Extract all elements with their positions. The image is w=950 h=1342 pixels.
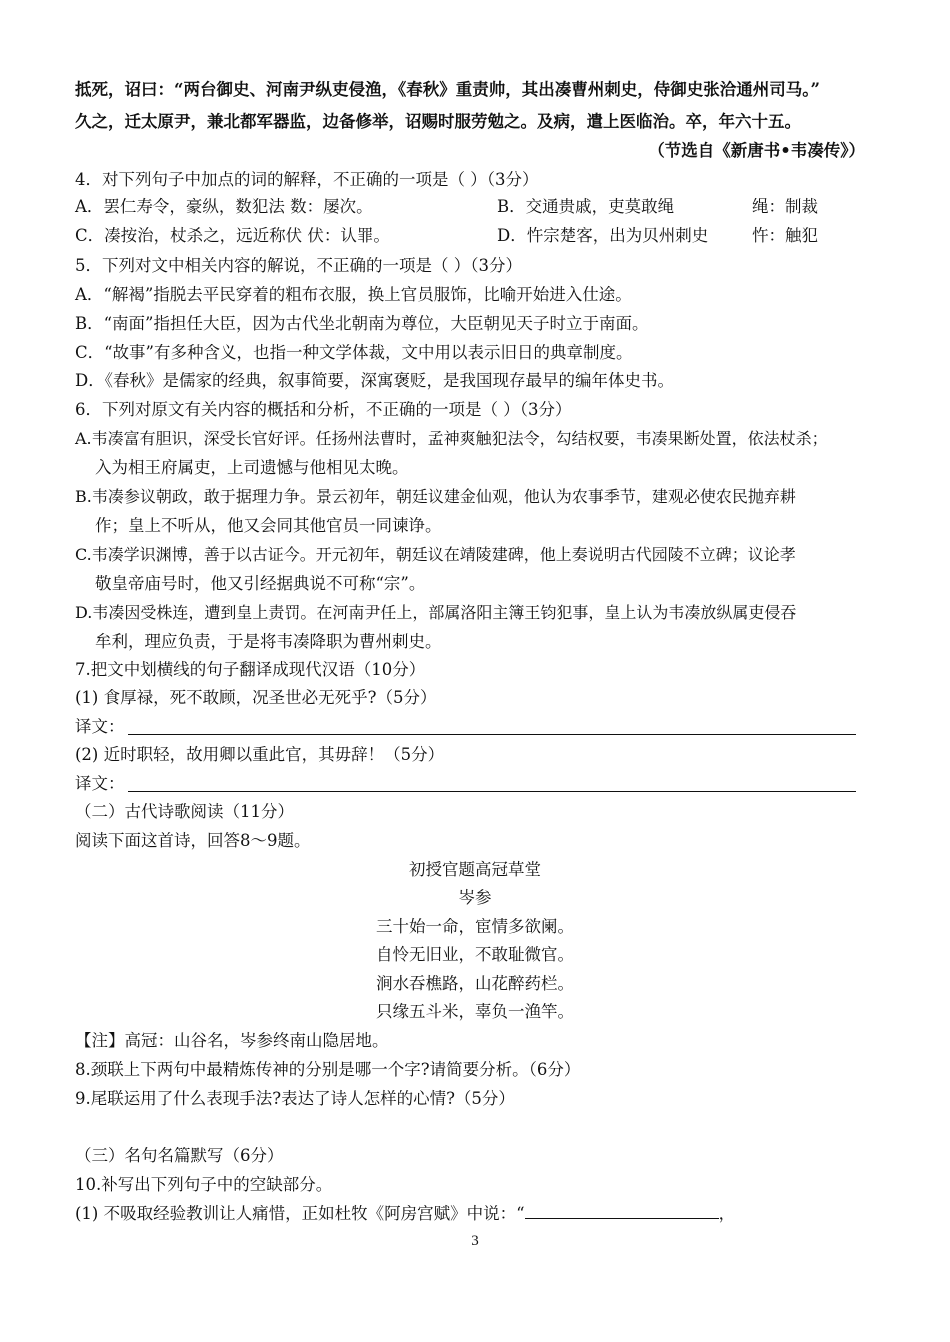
q8-stem: 8.颈联上下两句中最精炼传神的分别是哪一个字?请简要分析。（6分）: [75, 1060, 581, 1079]
passage-line-1: 抵死，诏曰：“两台御史、河南尹纵吏侵渔，《春秋》重责帅，其出凑曹州刺史，侍御史张洽通州司马。”: [75, 80, 820, 99]
q6-option-d-line1: D.韦凑因受株连，遭到皇上责罚。在河南尹任上，部属洛阳主簿王钧犯事，皇上认为韦凑放纵属吏侵吞: [75, 603, 797, 622]
q10-stem: 10.补写出下列句子中的空缺部分。: [75, 1175, 333, 1194]
q7-answer-line-2[interactable]: [128, 774, 856, 792]
section2-heading: （二）古代诗歌阅读（11分）: [75, 802, 294, 821]
q6-option-d-line2: 牟利，理应负责，于是将韦凑降职为曹州刺史。: [95, 632, 442, 651]
section3-heading: （三）名句名篇默写（6分）: [75, 1146, 284, 1165]
q6-option-c-line1: C.韦凑学识渊博，善于以古证今。开元初年，朝廷议在靖陵建碑，他上奏说明古代园陵不立碑；议论孝: [75, 545, 796, 564]
q7-sentence-2: (2) 近时职轻，故用卿以重此官，其毋辞！（5分）: [75, 745, 445, 764]
page-number: 3: [471, 1233, 479, 1249]
q10-item-1-blank[interactable]: [525, 1204, 719, 1219]
q10-item-1: [75, 1204, 735, 1224]
poem-line-1: 三十始一命，宦情多欲阑。: [376, 917, 574, 936]
q6-stem: 6．下列对原文有关内容的概括和分析，不正确的一项是（ ）（3分）: [75, 400, 572, 419]
q10-item-1-prefix: (1) 不吸取经验教训让人痛惜，正如杜牧《阿房宫赋》中说：“: [75, 1204, 525, 1223]
passage-line-2: 久之，迁太原尹，兼北都军器监，边备修举，诏赐时服劳勉之。及病，遣上医临治。卒，年六十五。: [75, 112, 801, 131]
poem-author: 岑参: [458, 888, 492, 907]
q4-stem: 4．对下列句子中加点的词的解释，不正确的一项是（ ）（3分）: [75, 170, 539, 189]
q6-option-a-line1: A.韦凑富有胆识，深受长官好评。任扬州法曹时，孟神爽触犯法令，勾结权要，韦凑果断处置，依法杖杀；: [75, 429, 828, 448]
q7-answer-label-2: 译文：: [75, 774, 125, 793]
poem-note: 【注】高冠：山谷名，岑参终南山隐居地。: [75, 1031, 389, 1050]
q4-option-b-note: 绳：制裁: [752, 197, 818, 216]
q5-stem: 5．下列对文中相关内容的解说，不正确的一项是（ ）（3分）: [75, 256, 522, 275]
section2-intro: 阅读下面这首诗，回答8～9题。: [75, 831, 311, 850]
q7-stem: 7.把文中划横线的句子翻译成现代汉语（10分）: [75, 660, 426, 679]
q4-option-d: D．忤宗楚客，出为贝州刺史: [497, 226, 709, 245]
q4-option-d-note: 忤：触犯: [752, 226, 818, 245]
q7-answer-label-1: 译文：: [75, 717, 125, 736]
q6-option-a-line2: 入为相王府属吏，上司遗憾与他相见太晚。: [95, 458, 409, 477]
passage-source: （节选自《新唐书•韦凑传》）: [648, 141, 865, 160]
q5-option-d: D．《春秋》是儒家的经典，叙事简要，深寓褒贬，是我国现存最早的编年体史书。: [75, 371, 674, 390]
q5-option-a: A．“解褐”指脱去平民穿着的粗布衣服，换上官员服饰，比喻开始进入仕途。: [75, 285, 632, 304]
poem-line-3: 涧水吞樵路，山花醉药栏。: [376, 974, 574, 993]
q7-sentence-1: (1) 食厚禄，死不敢顾，况圣世必无死乎?（5分）: [75, 688, 437, 707]
q4-option-c: C．凑按治，杖杀之，远近称伏 伏：认罪。: [75, 226, 390, 245]
poem-line-2: 自怜无旧业，不敢耻微官。: [376, 945, 574, 964]
poem-line-4: 只缘五斗米，辜负一渔竿。: [376, 1002, 574, 1021]
q4-option-b: B．交通贵戚，吏莫敢绳: [497, 197, 675, 216]
q10-item-1-suffix: ，: [718, 1204, 736, 1223]
q6-option-b-line1: B.韦凑参议朝政，敢于据理力争。景云初年，朝廷议建金仙观，他认为农事季节，建观必使农民抛弃耕: [75, 487, 796, 506]
q7-answer-line-1[interactable]: [128, 717, 856, 735]
q5-option-c: C．“故事”有多种含义，也指一种文学体裁，文中用以表示旧日的典章制度。: [75, 343, 633, 362]
q6-option-c-line2: 敬皇帝庙号时，他又引经据典说不可称“宗”。: [95, 574, 426, 593]
q9-stem: 9.尾联运用了什么表现手法?表达了诗人怎样的心情?（5分）: [75, 1089, 515, 1108]
poem-title: 初授官题高冠草堂: [409, 860, 541, 879]
q5-option-b: B．“南面”指担任大臣，因为古代坐北朝南为尊位，大臣朝见天子时立于南面。: [75, 314, 649, 333]
q6-option-b-line2: 作；皇上不听从，他又会同其他官员一同谏诤。: [95, 516, 442, 535]
q4-option-a: A．罢仁寿令，豪纵，数犯法 数：屡次。: [75, 197, 373, 216]
